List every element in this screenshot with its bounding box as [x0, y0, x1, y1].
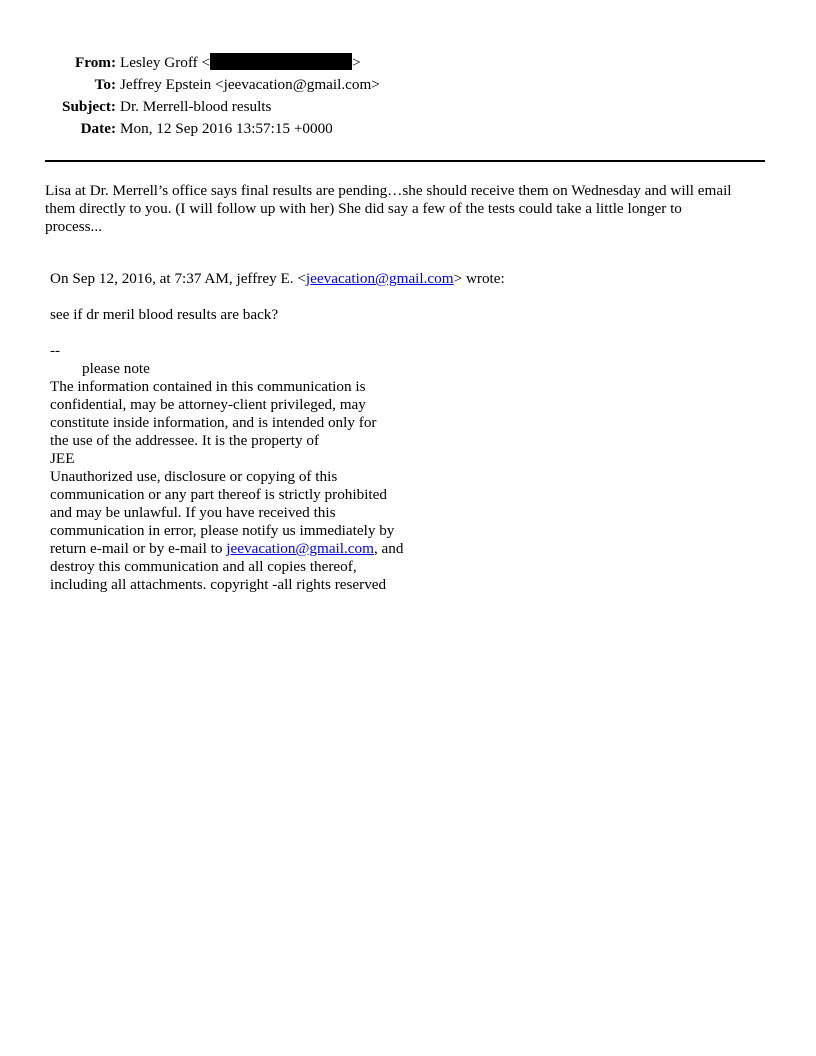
disclaimer-line: and may be unlawful. If you have received this	[50, 504, 336, 521]
quoted-message	[50, 270, 550, 594]
disclaimer-line: including all attachments. copyright -all rights reserved	[50, 576, 387, 593]
sender-email-link[interactable]: jeevacation@gmail.com	[305, 270, 454, 287]
disclaimer-line: communication in error, please notify us immediately by	[50, 522, 395, 539]
signature-dash: --	[50, 342, 61, 359]
message-body	[45, 182, 775, 236]
disclaimer-line: Unauthorized use, disclosure or copying of this	[50, 468, 338, 485]
disclaimer-line: confidential, may be attorney-client privileged, may	[50, 396, 366, 413]
subject-value: Dr. Merrell-blood results	[120, 98, 272, 115]
email-header	[0, 53, 380, 141]
from-close: >	[352, 54, 361, 71]
return-suffix: , and	[373, 540, 404, 557]
date-value: Mon, 12 Sep 2016 13:57:15 +0000	[120, 120, 333, 137]
from-name: Lesley Groff <	[120, 54, 211, 71]
from-row	[0, 53, 380, 75]
disclaimer-line: The information contained in this communication is	[50, 378, 366, 395]
from-value	[120, 53, 361, 75]
return-prefix: return e-mail or by e-mail to	[50, 540, 227, 557]
disclaimer-line: constitute inside information, and is intended only for	[50, 414, 377, 431]
disclaimer-line: the use of the addressee. It is the property of	[50, 432, 320, 449]
attribution-suffix: > wrote:	[453, 270, 505, 287]
date-label: Date:	[80, 120, 116, 137]
header-divider	[45, 160, 765, 162]
date-row	[0, 119, 380, 141]
disclaimer-return-line	[50, 540, 550, 558]
to-label: To:	[94, 76, 116, 93]
disclaimer-line: JEE	[50, 450, 75, 467]
quoted-text: see if dr meril blood results are back?	[50, 306, 279, 323]
disclaimer-email-link[interactable]: jeevacation@gmail.com	[226, 540, 374, 557]
attribution-prefix: On Sep 12, 2016, at 7:37 AM, jeffrey E. <	[50, 270, 306, 287]
redaction-block	[210, 53, 352, 70]
body-line: process...	[45, 218, 102, 235]
subject-label: Subject:	[62, 98, 116, 115]
to-row	[0, 75, 380, 97]
note-heading: please note	[82, 360, 150, 377]
body-line: Lisa at Dr. Merrell’s office says final results are pending…she should receive them on Wednesday and will email	[45, 182, 732, 199]
quote-attribution	[50, 270, 550, 288]
subject-row	[0, 97, 380, 119]
to-value: Jeffrey Epstein <jeevacation@gmail.com>	[120, 76, 380, 93]
disclaimer-line: destroy this communication and all copies thereof,	[50, 558, 357, 575]
body-line: them directly to you. (I will follow up with her) She did say a few of the tests could take a little longer to	[45, 200, 682, 217]
disclaimer-line: communication or any part thereof is strictly prohibited	[50, 486, 387, 503]
spacer	[50, 324, 550, 342]
spacer	[50, 288, 550, 306]
from-label: From:	[74, 54, 116, 71]
